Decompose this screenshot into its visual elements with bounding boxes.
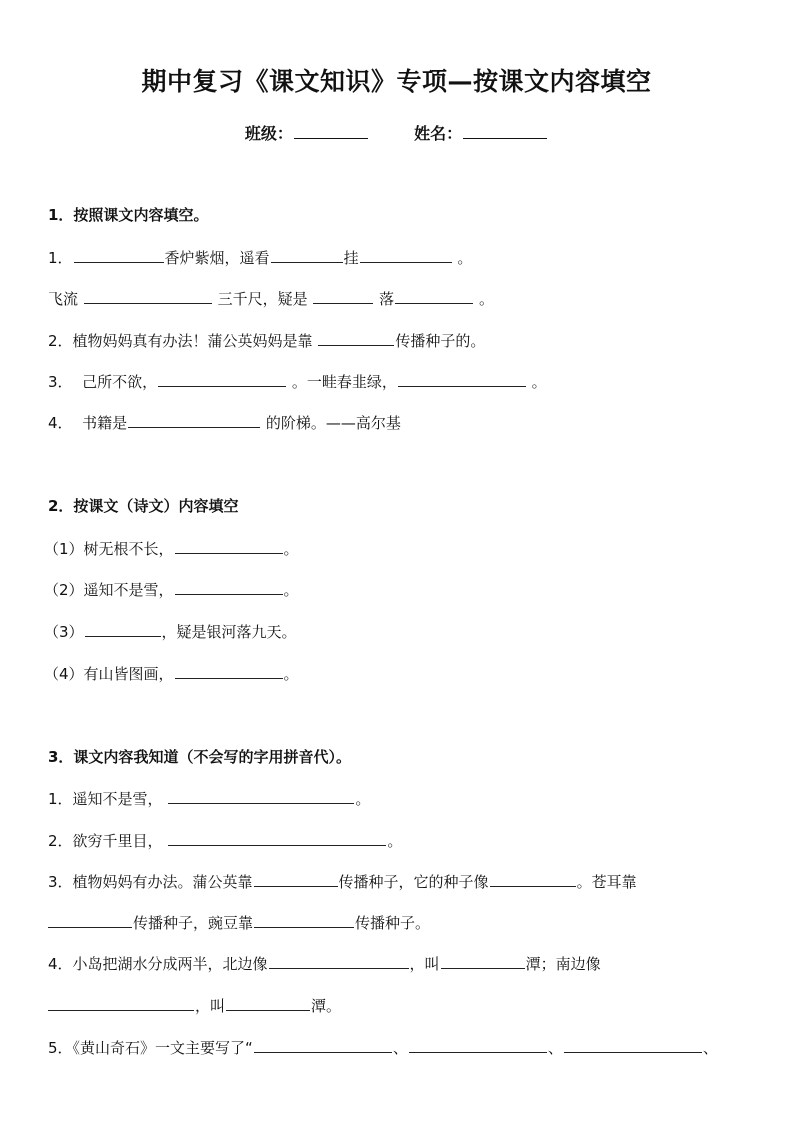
blank[interactable]: [168, 830, 386, 846]
s1-line-5: [48, 412, 401, 433]
text: 1．遥知不是雪，: [48, 790, 163, 808]
text: （1）树无根不长，: [44, 540, 174, 558]
text: 三千尺，疑是: [217, 290, 308, 308]
text: 2．植物妈妈真有办法！蒲公英妈妈是靠: [48, 332, 313, 350]
blank[interactable]: [85, 621, 161, 637]
text: 4．小岛把湖水分成两半，北边像: [48, 955, 268, 973]
text: 。: [355, 790, 371, 808]
blank[interactable]: [254, 1037, 392, 1053]
blank[interactable]: [175, 538, 283, 554]
text: 的阶梯。——高尔基: [265, 414, 401, 432]
s1-line-1: [48, 247, 472, 268]
text: 1．: [48, 249, 73, 267]
blank[interactable]: [313, 288, 373, 304]
student-info: [0, 121, 793, 144]
blank[interactable]: [564, 1037, 702, 1053]
s2-line-1: [44, 538, 299, 559]
blank[interactable]: [254, 871, 338, 887]
s2-line-2: [44, 579, 299, 600]
s1-line-4: [48, 371, 547, 392]
text: 传播种子，它的种子像: [338, 873, 489, 891]
page-title: 期中复习《课文知识》专项—按课文内容填空: [141, 67, 652, 96]
text: 。苍耳靠: [576, 873, 637, 891]
section-3-heading: 3．课文内容我知道（不会写的字用拼音代）。: [48, 748, 351, 766]
text: ，叫: [409, 955, 440, 973]
class-label: 班级：: [244, 124, 293, 143]
text: 、: [392, 1039, 408, 1057]
text: 潭。: [311, 997, 342, 1015]
text: 3． 己所不欲，: [48, 373, 158, 391]
s3-line-2: [48, 830, 402, 851]
section-1-heading: 1．按照课文内容填空。: [48, 206, 209, 224]
text: 落: [379, 290, 395, 308]
blank[interactable]: [175, 579, 283, 595]
text: 3．植物妈妈有办法。蒲公英靠: [48, 873, 253, 891]
text: 挂: [343, 249, 359, 267]
text: 2．欲穷千里目，: [48, 832, 163, 850]
text: 。: [283, 540, 299, 558]
blank[interactable]: [168, 788, 354, 804]
class-blank[interactable]: [294, 122, 368, 139]
blank[interactable]: [84, 288, 212, 304]
text: 。: [478, 290, 494, 308]
s3-line-1: [48, 788, 370, 809]
blank[interactable]: [48, 995, 194, 1011]
blank[interactable]: [226, 995, 310, 1011]
s1-line-3: [48, 330, 485, 351]
blank[interactable]: [398, 371, 526, 387]
text: ，疑是银河落九天。: [161, 623, 297, 641]
blank[interactable]: [441, 953, 525, 969]
blank[interactable]: [318, 330, 394, 346]
s3-line-3: [48, 871, 637, 892]
text: 。: [387, 832, 403, 850]
text: （4）有山皆图画，: [44, 665, 174, 683]
text: 潭；南边像: [525, 955, 601, 973]
text: ，叫: [195, 997, 226, 1015]
text: （3）: [44, 623, 84, 641]
text: 。: [531, 373, 547, 391]
blank[interactable]: [175, 663, 283, 679]
text: 。: [457, 249, 473, 267]
blank[interactable]: [360, 247, 452, 263]
s3-line-4: [48, 912, 430, 933]
text: 传播种子的。: [395, 332, 486, 350]
blank[interactable]: [254, 912, 354, 928]
text: 传播种子，豌豆靠: [133, 914, 254, 932]
s3-line-7: [48, 1037, 718, 1058]
blank[interactable]: [395, 288, 473, 304]
blank[interactable]: [409, 1037, 547, 1053]
blank[interactable]: [74, 247, 164, 263]
text: 、: [702, 1039, 718, 1057]
blank[interactable]: [128, 412, 260, 428]
name-blank[interactable]: [463, 122, 547, 139]
blank[interactable]: [48, 912, 132, 928]
name-label: 姓名：: [414, 124, 463, 143]
text: 5．《黄山奇石》一文主要写了“: [48, 1039, 253, 1057]
text: 4． 书籍是: [48, 414, 128, 432]
s1-line-2: [48, 288, 494, 309]
section-2-heading: 2．按课文（诗文）内容填空: [48, 497, 239, 515]
text: 传播种子。: [355, 914, 431, 932]
s2-line-4: [44, 663, 299, 684]
text: 。: [283, 665, 299, 683]
blank[interactable]: [269, 953, 409, 969]
blank[interactable]: [158, 371, 286, 387]
s3-line-6: [48, 995, 341, 1016]
text: （2）遥知不是雪，: [44, 581, 174, 599]
blank[interactable]: [271, 247, 343, 263]
text: 。: [283, 581, 299, 599]
text: 、: [547, 1039, 563, 1057]
text: 香炉紫烟，遥看: [164, 249, 270, 267]
s3-line-5: [48, 953, 601, 974]
text: 。一畦春韭绿，: [291, 373, 397, 391]
blank[interactable]: [490, 871, 576, 887]
text: 飞流: [48, 290, 79, 308]
s2-line-3: [44, 621, 297, 642]
